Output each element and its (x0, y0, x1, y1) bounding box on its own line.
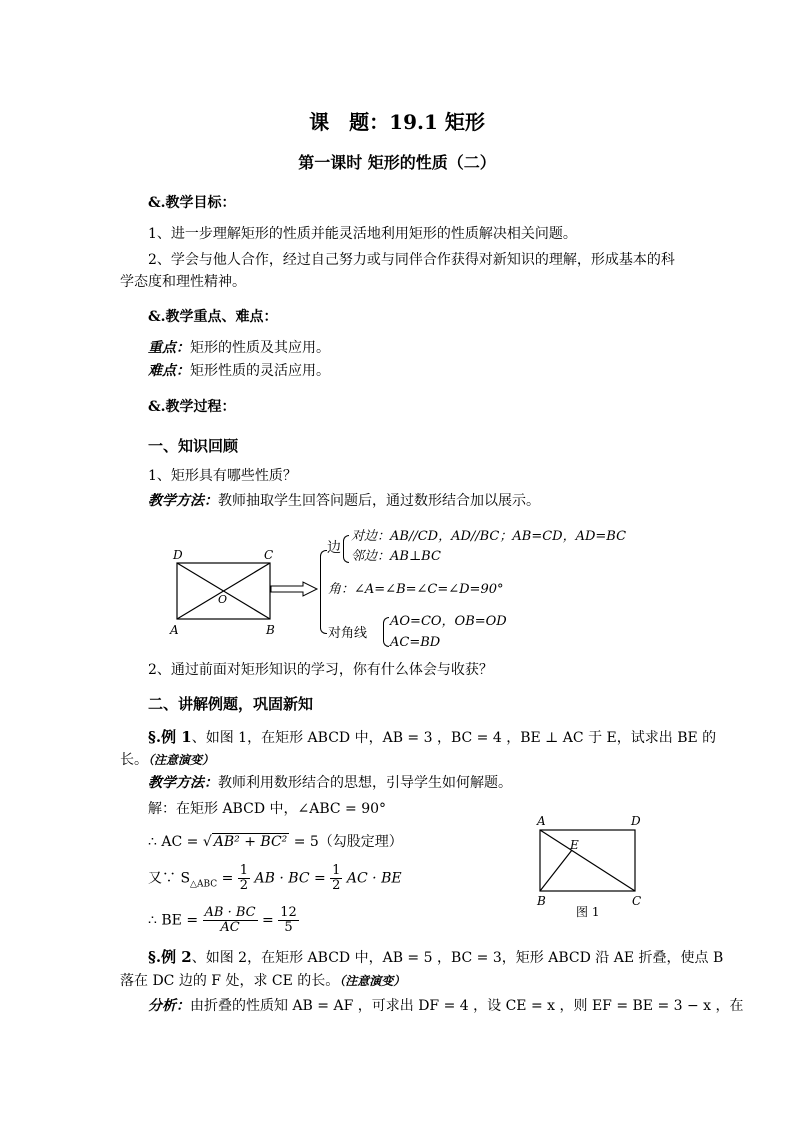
example-1-line-2 (120, 750, 214, 770)
sol3-mid: AB · BC = (254, 870, 326, 887)
example-1-label: §.例 1 (148, 728, 192, 746)
rectangle-diagram (165, 545, 325, 640)
difficulty-text: 矩形性质的灵活应用。 (190, 363, 330, 379)
page-title: 课 题：19.1 矩形 (309, 110, 485, 134)
objective-item: 1、进一步理解矩形的性质并能灵活地利用矩形的性质解决相关问题。 (148, 226, 577, 242)
example-2-text: 、如图 2，在矩形 ABCD 中，AB = 5 ，BC = 3，矩形 ABCD 沿 AE 折叠，使点 B (191, 950, 724, 966)
vertex-label: C (264, 548, 274, 562)
vertex-label: D (173, 548, 183, 562)
solution-line-1: 解：在矩形 ABCD 中，∠ABC = 90° (148, 801, 387, 817)
method-label: 教学方法： (148, 493, 218, 509)
example-2-line-2 (120, 971, 405, 991)
edges-brace (343, 535, 349, 563)
sol3-prefix: 又∵ S (148, 870, 191, 887)
sol3-end: AC · BE (346, 870, 402, 887)
analysis-label: 分析： (148, 998, 190, 1014)
vertex-label: A (537, 814, 546, 828)
example-1-text-cont: 长。 (120, 752, 148, 768)
figure-1-diagram (530, 812, 650, 922)
example-1-line (148, 727, 716, 748)
solution-line-2 (148, 832, 403, 852)
example-2-line (148, 947, 723, 968)
solution-line-3 (148, 864, 402, 894)
diagonals-brace (383, 617, 389, 647)
sol2-prefix: ∴ AC = (148, 834, 199, 850)
solution-line-4 (148, 906, 299, 935)
keypoints-heading: &.教学重点、难点： (148, 309, 278, 325)
half-fraction: $\frac{1}{2}$ (332, 863, 341, 893)
sol3-eq: = (221, 870, 234, 887)
example-2-label: §.例 2 (148, 948, 192, 966)
objective-item: 2、学会与他人合作，经过自己努力或与同伴合作获得对新知识的理解，形成基本的科 (148, 252, 675, 268)
sol2-suffix: = 5（勾股定理） (293, 834, 403, 850)
arrow-icon (271, 582, 317, 596)
result-fraction: $\frac{12}{5}$ (280, 905, 297, 935)
sol4-eq: = (262, 912, 274, 929)
analysis-line (148, 996, 744, 1016)
vertex-label: C (632, 894, 642, 908)
example-1-text: 、如图 1，在矩形 ABCD 中，AB = 3 ，BC = 4 ，BE ⊥ AC 于 E，试求出 BE 的 (191, 730, 717, 746)
diagonal-line (540, 830, 635, 891)
method-text: 教师利用数形结合的思想，引导学生如何解题。 (218, 775, 512, 791)
example-2-text-cont: 落在 DC 边的 F 处，求 CE 的长。 (120, 973, 340, 989)
review-question-1: 1、矩形具有哪些性质？ (148, 468, 297, 484)
adjacent-edges: 邻边：AB⊥BC (351, 549, 441, 564)
key-point-line (148, 338, 330, 358)
be-fraction: $\frac{AB \cdot BC}{AC}$ (204, 905, 256, 935)
difficulty-label: 难点： (148, 363, 190, 379)
square-root: √ AB² + BC² (202, 834, 288, 850)
diagonals-label: 对角线 (328, 626, 368, 641)
process-heading: &.教学过程： (148, 399, 236, 415)
diagonal-property: AC=BD (390, 635, 441, 650)
triangle-subscript: △ABC (190, 879, 218, 890)
example-2-note: （注意演变） (339, 974, 406, 988)
center-label: O (218, 593, 228, 606)
key-label: 重点： (148, 340, 190, 356)
objective-item-cont: 学态度和理性精神。 (120, 274, 246, 290)
example-1-method (148, 773, 512, 793)
half-fraction: $\frac{1}{2}$ (239, 863, 249, 893)
sol4-prefix: ∴ BE = (148, 912, 199, 929)
opposite-edges: 对边：AB//CD，AD//BC；AB=CD，AD=BC (351, 529, 627, 544)
vertex-label: A (170, 623, 179, 637)
examples-heading: 二、讲解例题，巩固新知 (148, 695, 314, 713)
diagonal-property: AO=CO，OB=OD (390, 614, 507, 629)
angles-text: 角：∠A=∠B=∠C=∠D=90° (328, 582, 504, 597)
review-heading: 一、知识回顾 (148, 437, 239, 455)
page-subtitle: 第一课时 矩形的性质（二） (298, 153, 496, 172)
review-question-2: 2、通过前面对矩形知识的学习，你有什么体会与收获？ (148, 662, 493, 678)
vertex-label: D (631, 814, 641, 828)
radicand: AB² + BC² (213, 834, 288, 850)
objectives-heading: &.教学目标： (148, 195, 236, 211)
figure-caption: 图 1 (576, 905, 600, 919)
difficulty-line (148, 361, 330, 381)
vertex-label: B (266, 623, 275, 637)
vertex-label: E (570, 838, 579, 852)
edges-label: 边 (327, 540, 341, 556)
analysis-text: 由折叠的性质知 AB = AF ，可求出 DF = 4 ，设 CE = x ，则 EF = BE = 3 − x ，在 (190, 998, 744, 1014)
review-method-line (148, 491, 540, 511)
method-text: 教师抽取学生回答问题后，通过数形结合加以展示。 (218, 493, 540, 509)
method-label: 教学方法： (148, 775, 218, 791)
example-1-note: （注意演变） (148, 753, 215, 767)
key-text: 矩形的性质及其应用。 (190, 340, 330, 356)
main-brace (320, 550, 327, 634)
perpendicular-line (540, 850, 572, 891)
vertex-label: B (537, 894, 546, 908)
